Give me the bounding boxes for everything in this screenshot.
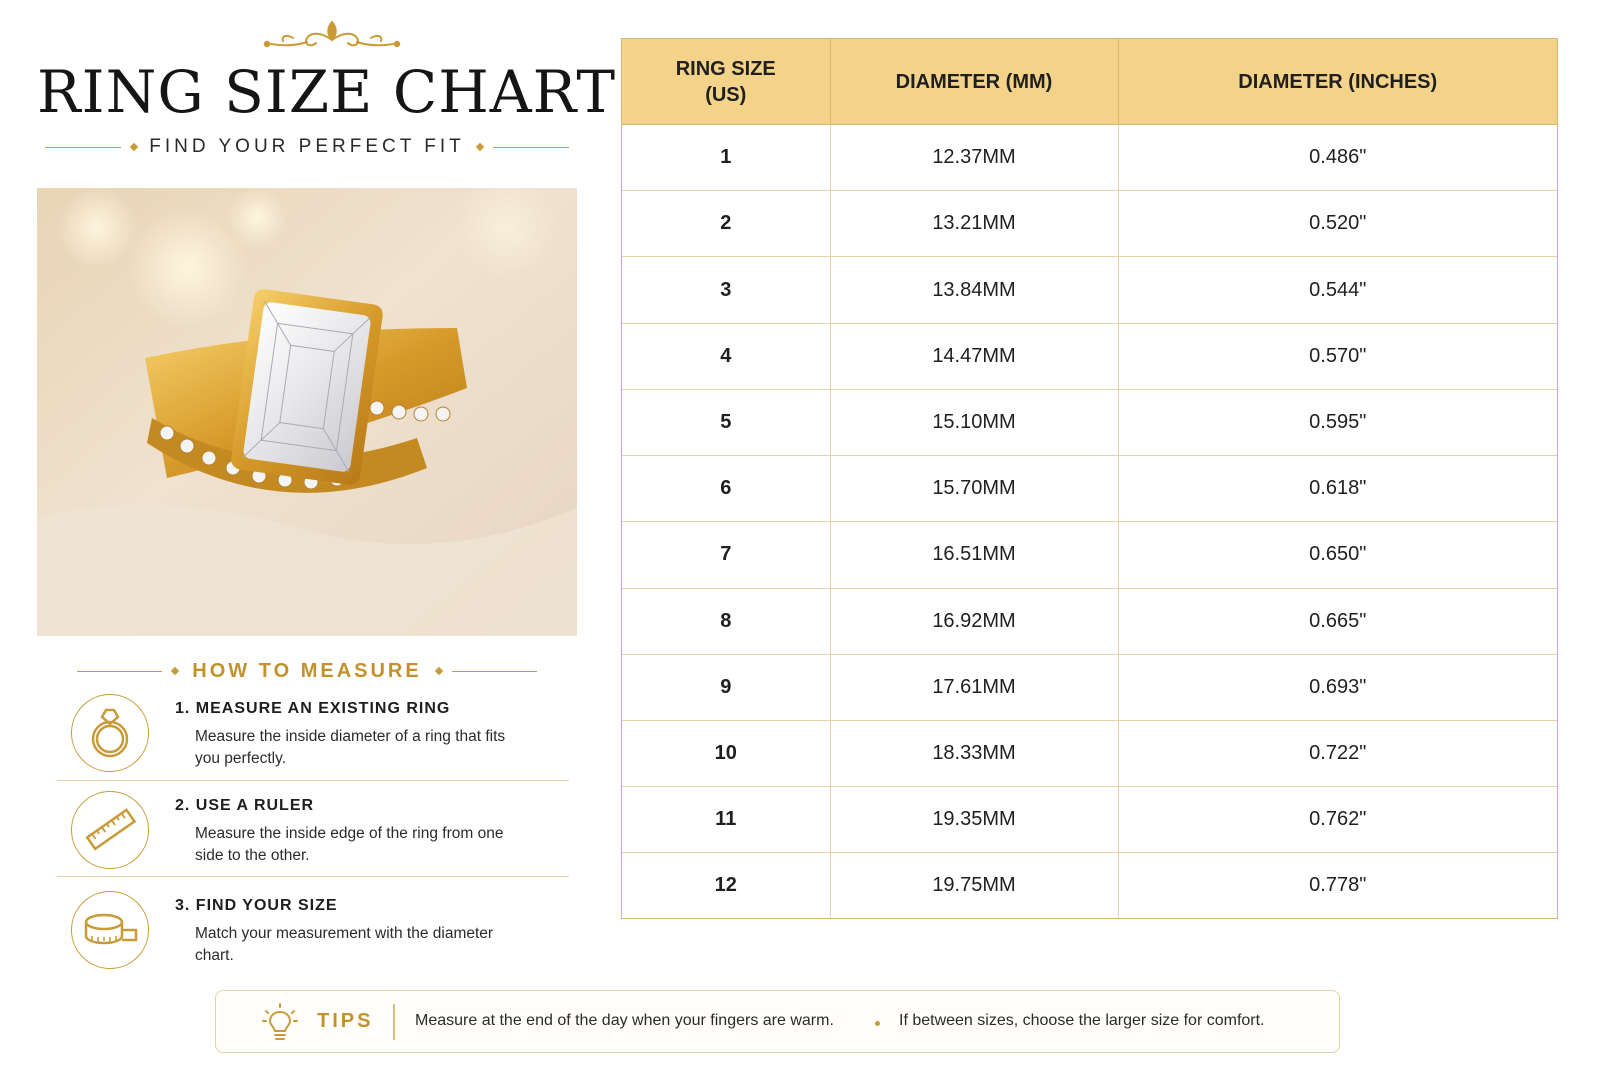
diameter-inches-cell: 0.778" xyxy=(1309,874,1367,897)
diameter-mm-cell: 12.37MM xyxy=(830,125,1118,191)
diameter-mm-cell: 18.33MM xyxy=(830,720,1118,786)
step-divider xyxy=(57,876,569,877)
diameter-mm-cell: 16.51MM xyxy=(830,522,1118,588)
ring-size-cell: 8 xyxy=(622,588,830,654)
diameter-inches-cell: 0.544" xyxy=(1118,257,1557,323)
step-heading: 2. USE A RULER xyxy=(175,797,315,814)
diameter-mm-cell: 13.21MM xyxy=(830,191,1118,257)
table-row xyxy=(622,125,1557,191)
step-description: Measure the inside edge of the ring from one side to the other. xyxy=(195,825,504,864)
diamond-bullet-icon xyxy=(171,667,179,675)
table-row xyxy=(622,787,1557,853)
step-heading: 3. FIND YOUR SIZE xyxy=(175,897,338,914)
ring-size-cell: 1 xyxy=(622,125,830,191)
table-row xyxy=(622,522,1557,588)
page-title: RING SIZE CHART xyxy=(37,58,616,126)
ring-photo xyxy=(37,188,577,636)
tape-measure-icon xyxy=(71,891,149,969)
diameter-inches-cell: 0.486" xyxy=(1118,125,1557,191)
lightbulb-icon xyxy=(262,1003,298,1043)
table-row xyxy=(622,456,1557,522)
diameter-mm-cell: 15.10MM xyxy=(830,389,1118,455)
table-row xyxy=(622,853,1557,918)
diameter-inches-cell: 0.762" xyxy=(1118,787,1557,853)
step-heading: 1. MEASURE AN EXISTING RING xyxy=(175,700,451,717)
step-description: Match your measurement with the diameter chart. xyxy=(195,925,494,964)
tip-item: Measure at the end of the day when your fingers are warm. xyxy=(415,1012,834,1029)
diameter-inches-cell: 0.722" xyxy=(1118,720,1557,786)
table-header-row xyxy=(622,39,1557,125)
diameter-inches-cell: 0.665" xyxy=(1118,588,1557,654)
tips-label: TIPS xyxy=(317,1010,374,1032)
diameter-mm-cell: 17.61MM xyxy=(830,654,1118,720)
diameter-mm-cell: 19.35MM xyxy=(830,787,1118,853)
column-header-ring-size xyxy=(622,39,830,125)
diameter-mm-cell: 19.75MM xyxy=(830,853,1118,918)
ring-icon xyxy=(71,694,149,772)
ring-size-cell: 4 xyxy=(622,323,830,389)
divider-line xyxy=(45,147,121,148)
ring-size-cell: 9 xyxy=(622,654,830,720)
table-row xyxy=(622,191,1557,257)
how-to-measure-header xyxy=(77,658,537,684)
ring-size-cell: 7 xyxy=(622,522,830,588)
divider-line xyxy=(452,671,537,672)
table-row xyxy=(622,720,1557,786)
table-row xyxy=(622,389,1557,455)
diameter-mm-cell: 16.92MM xyxy=(830,588,1118,654)
table-row xyxy=(622,654,1557,720)
step-find-your-size xyxy=(57,883,569,977)
table-row xyxy=(622,323,1557,389)
diameter-inches-cell: 0.693" xyxy=(1118,654,1557,720)
tips-bar xyxy=(215,990,1340,1053)
divider-line xyxy=(77,671,162,672)
ring-size-cell: 12 xyxy=(622,853,830,918)
ring-size-cell: 6 xyxy=(622,456,830,522)
ring-size-cell: 5 xyxy=(622,389,830,455)
step-divider xyxy=(57,780,569,781)
ring-size-cell: 3 xyxy=(622,257,830,323)
diameter-mm-cell: 13.84MM xyxy=(830,257,1118,323)
column-header-diameter-inches: DIAMETER (INCHES) xyxy=(1118,39,1557,125)
ring-size-table xyxy=(621,38,1558,919)
diameter-inches-cell: 0.520" xyxy=(1118,191,1557,257)
table-row xyxy=(622,588,1557,654)
diameter-inches-cell: 0.570" xyxy=(1118,323,1557,389)
ring-size-cell: 11 xyxy=(622,787,830,853)
page-subtitle: FIND YOUR PERFECT FIT xyxy=(149,136,465,157)
ruler-icon xyxy=(71,791,149,869)
column-header-diameter-mm: DIAMETER (MM) xyxy=(830,39,1118,125)
diameter-inches-cell: 0.618" xyxy=(1118,456,1557,522)
diameter-mm-cell: 15.70MM xyxy=(830,456,1118,522)
tips-divider xyxy=(393,1004,395,1040)
divider-line xyxy=(493,147,569,148)
diamond-bullet-icon xyxy=(434,667,442,675)
tip-item: If between sizes, choose the larger size for comfort. xyxy=(899,1012,1265,1029)
step-description: Measure the inside diameter of a ring that fits you perfectly. xyxy=(195,728,506,767)
diamond-bullet-icon xyxy=(476,143,484,151)
bullet-dot-icon xyxy=(875,1021,880,1026)
subtitle-row xyxy=(45,134,569,160)
table-row xyxy=(622,257,1557,323)
ring-size-cell: 2 xyxy=(622,191,830,257)
diamond-bullet-icon xyxy=(130,143,138,151)
step-use-ruler xyxy=(57,783,569,877)
ring-size-cell: 10 xyxy=(622,720,830,786)
diameter-inches-cell: 0.595" xyxy=(1118,389,1557,455)
step-measure-existing-ring xyxy=(57,686,569,780)
header-label: RING SIZE (US) xyxy=(675,57,776,106)
flourish-ornament-icon xyxy=(263,16,401,56)
diameter-inches-cell: 0.650" xyxy=(1118,522,1557,588)
how-to-measure-title: HOW TO MEASURE xyxy=(192,659,422,682)
diameter-mm-cell: 14.47MM xyxy=(830,323,1118,389)
